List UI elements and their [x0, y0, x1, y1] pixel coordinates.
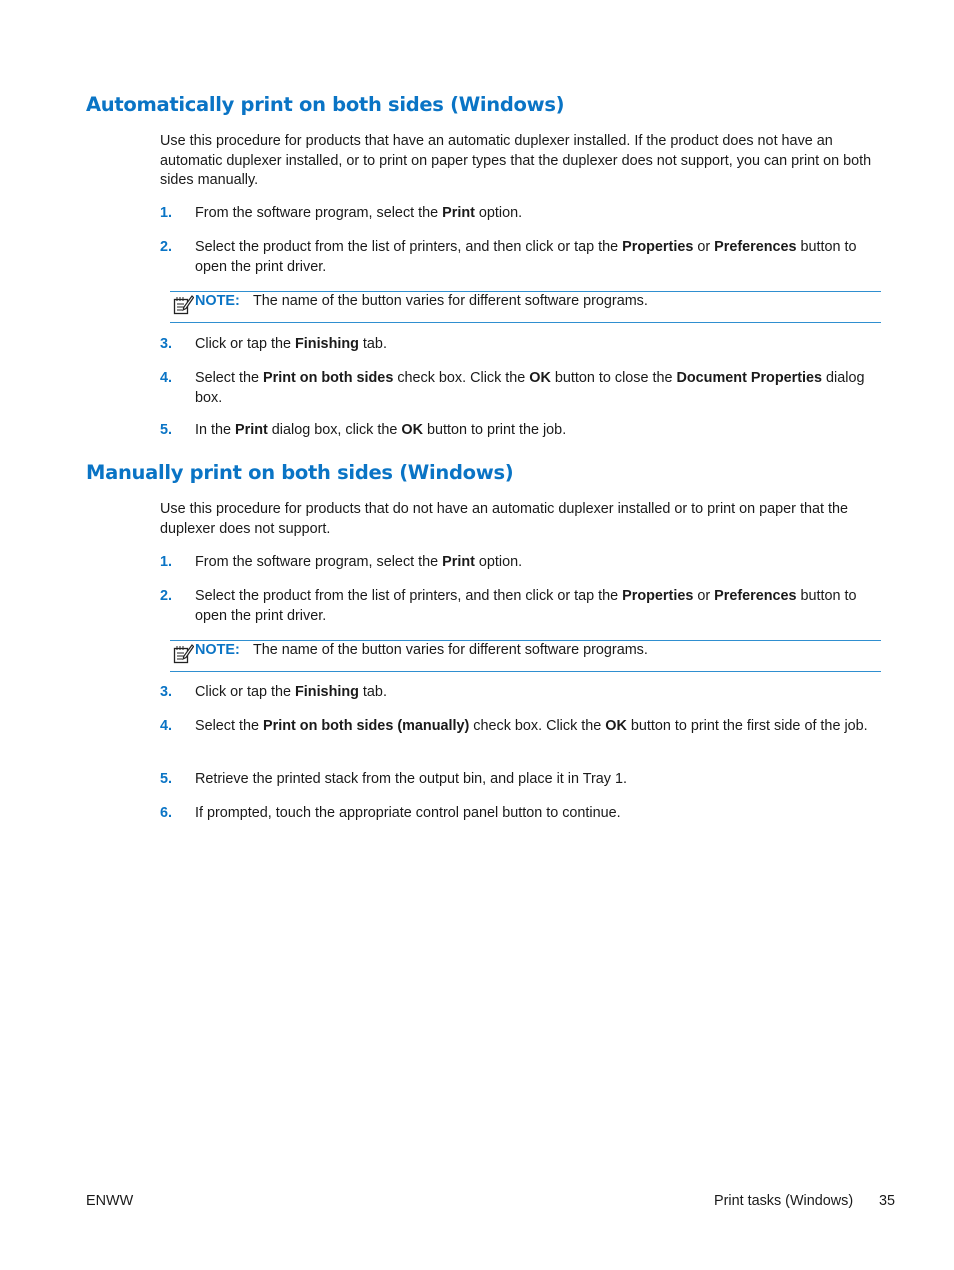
step-text	[195, 369, 882, 408]
step-text	[195, 238, 882, 277]
note-icon	[172, 643, 194, 665]
note-icon	[172, 294, 194, 316]
step-text-run: Click or tap the	[195, 684, 295, 700]
step-text-run: Retrieve the printed stack from the output bin, and place it in Tray 1.	[195, 771, 627, 787]
section-heading-manual: Manually print on both sides (Windows)	[86, 461, 514, 484]
ui-term: Print on both sides	[263, 370, 394, 386]
ui-term: Print	[442, 554, 475, 570]
step-text-run: dialog box.	[195, 370, 865, 406]
step-text-run: button to open the print driver.	[195, 239, 857, 275]
ui-term: OK	[401, 422, 423, 438]
step-text	[195, 804, 882, 824]
step-text-run: Select the	[195, 370, 263, 386]
step-number: 4.	[160, 718, 173, 734]
step-text-run: button to print the job.	[422, 422, 567, 438]
ui-term: Preferences	[714, 239, 797, 255]
step-text-run: dialog box, click the	[267, 422, 402, 438]
step-number: 3.	[160, 684, 173, 700]
step-text-run: option.	[474, 205, 523, 221]
note-label: NOTE:	[195, 642, 240, 658]
step-text-run: Select the product from the list of printers, and then click or tap the	[195, 588, 623, 604]
note-box	[170, 291, 881, 323]
note-text: The name of the button varies for different software programs.	[253, 642, 648, 658]
section-intro-manual: Use this procedure for products that do not have an automatic duplexer installed or to print on paper that the duplexer does not support.	[160, 501, 848, 537]
ui-term: Properties	[622, 588, 694, 604]
step-text-run: Select the product from the list of printers, and then click or tap the	[195, 239, 623, 255]
step-number: 3.	[160, 336, 173, 352]
step-number: 1.	[160, 205, 173, 221]
step-number: 6.	[160, 805, 173, 821]
section-heading-automatic: Automatically print on both sides (Windows)	[86, 93, 565, 116]
ui-term: OK	[529, 370, 551, 386]
step-text	[195, 553, 882, 573]
step-text-run: button to open the print driver.	[195, 588, 857, 624]
step-text	[195, 587, 882, 626]
step-text	[195, 770, 882, 790]
step-text-run: check box. Click the	[393, 370, 530, 386]
step-text-run: check box. Click the	[469, 718, 606, 734]
ui-term: Finishing	[294, 684, 359, 700]
footer-section-title: Print tasks (Windows)	[714, 1193, 854, 1209]
note-box	[170, 640, 881, 672]
step-text-run: button to close the	[550, 370, 677, 386]
step-number: 5.	[160, 771, 173, 787]
step-number: 4.	[160, 370, 173, 386]
step-number: 1.	[160, 554, 173, 570]
step-text-run: In the	[195, 422, 236, 438]
step-number: 2.	[160, 239, 173, 255]
step-text	[195, 683, 882, 703]
step-text	[195, 335, 882, 355]
step-text-run: Select the	[195, 718, 263, 734]
ui-term: Document Properties	[676, 370, 823, 386]
step-text-run: tab.	[358, 336, 387, 352]
ui-term: Properties	[622, 239, 694, 255]
step-text-run: From the software program, select the	[195, 205, 443, 221]
ui-term: Print	[442, 205, 475, 221]
ui-term: OK	[605, 718, 627, 734]
step-text-run: option.	[474, 554, 523, 570]
step-number: 2.	[160, 588, 173, 604]
step-text-run: If prompted, touch the appropriate control panel button to continue.	[195, 805, 621, 821]
note-text: The name of the button varies for different software programs.	[253, 293, 648, 309]
step-text-run: From the software program, select the	[195, 554, 443, 570]
ui-term: Preferences	[714, 588, 797, 604]
step-text	[195, 204, 882, 224]
ui-term: Print on both sides (manually)	[263, 718, 470, 734]
step-text-run: Click or tap the	[195, 336, 295, 352]
step-text-run: button to print the first side of the job.	[626, 718, 868, 734]
step-text	[195, 421, 882, 441]
step-text-run: tab.	[358, 684, 387, 700]
step-text-run: or	[693, 588, 715, 604]
footer-left: ENWW	[86, 1193, 134, 1209]
step-text	[195, 717, 882, 737]
step-text-run: or	[693, 239, 715, 255]
section-intro-automatic: Use this procedure for products that have an automatic duplexer installed. If the product does not have an automatic duplexer installed, or to print on paper types that the duplexer does not support, you can print on both sides manually.	[160, 133, 872, 188]
footer-page-number: 35	[879, 1193, 896, 1209]
step-number: 5.	[160, 422, 173, 438]
ui-term: Finishing	[294, 336, 359, 352]
ui-term: Print	[235, 422, 268, 438]
note-label: NOTE:	[195, 293, 240, 309]
